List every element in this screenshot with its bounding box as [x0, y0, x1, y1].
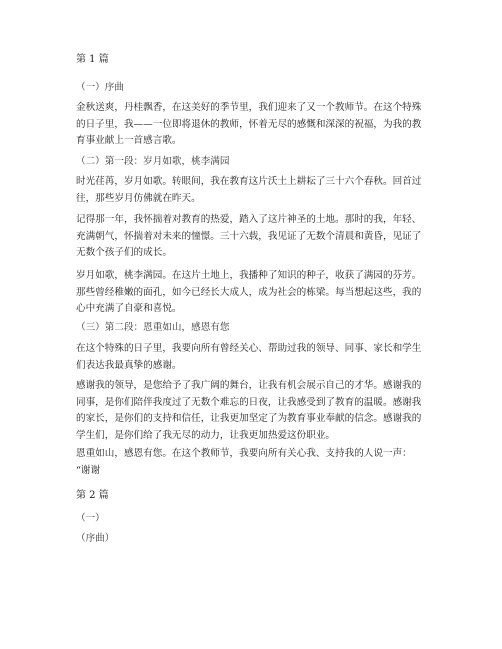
section-1-paragraph-1: 金秋送爽，丹桂飘香，在这美好的季节里，我们迎来了又一个教师节。在这个特殊 的日子里，我——一位即将退休的教师，怀着无尽的感慨和深深的祝福，为我的教 育事业献上一首感言歌。	[76, 102, 422, 146]
section-1-subheading-part-1: （二）第一段：岁月如歌，桃李满园	[76, 156, 230, 167]
section-2-subheading-2: （序曲）	[76, 533, 115, 544]
section-1-paragraph-6: 感谢我的领导，是您给予了我广阔的舞台，让我有机会展示自己的才华。感谢我的 同事，是你们陪伴我度过了无数个难忘的日夜，让我感受到了教育的温暖。感谢我 的家长，是你们的支持和信任，让我更加坚定了为教育事业奉献的信念。感谢我的 学生们，是你们给了我无尽的动力，让我更加热爱这份职业。	[76, 380, 422, 441]
section-1-paragraph-4: 岁月如歌，桃李满园。在这片土地上，我播种了知识的种子，收获了满园的芬芳。 那些曾经稚嫩的面孔，如今已经长大成人，成为社会的栋梁。每当想起这些，我的 心中充满了自豪和喜悦。	[76, 270, 422, 314]
section-2-heading: 第 2 篇	[76, 490, 109, 501]
section-1-paragraph-2: 时光荏苒，岁月如歌。转眼间，我在教育这片沃土上耕耘了三十六个春秋。回首过 往，那些岁月仿佛就在昨天。	[76, 176, 422, 204]
section-1-heading: 第 1 篇	[76, 54, 109, 65]
section-1-paragraph-3: 记得那一年，我怀揣着对教育的热爱，踏入了这片神圣的土地。那时的我，年轻、 充满朝气，怀揣着对未来的憧憬。三十六载，我见证了无数个清晨和黄昏，见证了 无数个孩子们的成长。	[76, 214, 422, 258]
section-2-subheading-1: （一）	[76, 513, 105, 524]
section-1-subheading-prelude: （一）序曲	[76, 82, 124, 93]
section-1-paragraph-5: 在这个特殊的日子里，我要向所有曾经关心、帮助过我的领导、同事、家长和学生 们表达我最真挚的感谢。	[76, 343, 422, 371]
section-1-subheading-part-2: （三）第二段：恩重如山，感恩有您	[76, 322, 230, 333]
section-1-paragraph-7: 恩重如山，感恩有您。在这个教师节，我要向所有关心我、支持我的人说一声： “谢谢	[76, 448, 412, 476]
